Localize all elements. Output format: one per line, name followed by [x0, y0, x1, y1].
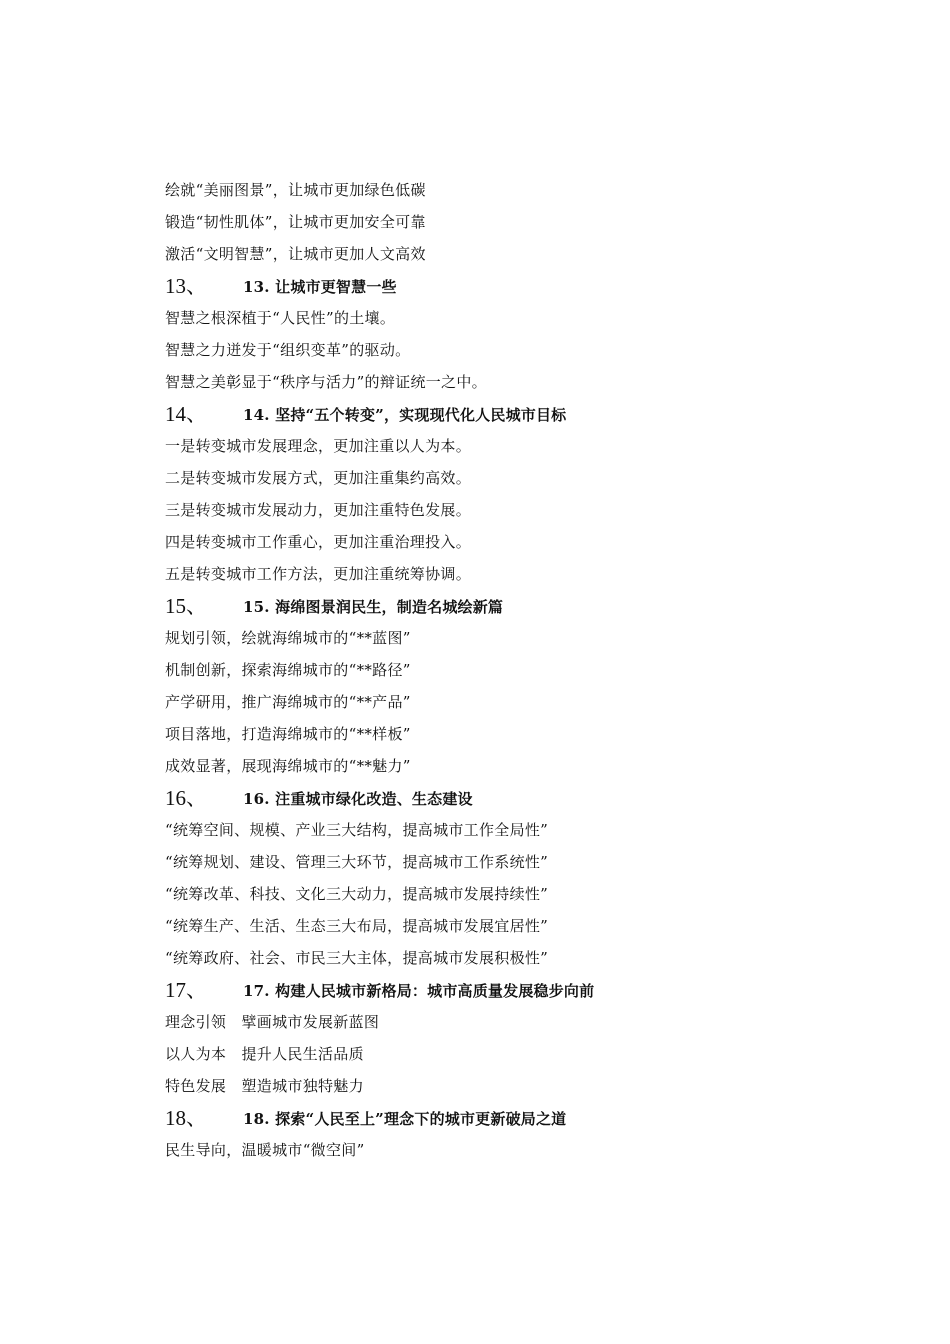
- section-heading: [165, 270, 885, 302]
- body-line: 绘就“美丽图景”，让城市更加绿色低碳: [165, 181, 426, 199]
- body-line: 一是转变城市发展理念，更加注重以人为本。: [165, 437, 472, 455]
- section-number: 18、: [165, 1106, 207, 1130]
- section-title: 16. 注重城市绿化改造、生态建设: [243, 790, 473, 808]
- section-title: 15. 海绵图景润民生，制造名城绘新篇: [243, 598, 504, 616]
- body-line: 二是转变城市发展方式，更加注重集约高效。: [165, 469, 472, 487]
- body-line: 三是转变城市发展动力，更加注重特色发展。: [165, 501, 472, 519]
- section-17: [165, 974, 885, 1102]
- section-heading: [165, 782, 885, 814]
- section-number: 17、: [165, 978, 207, 1002]
- body-line: 规划引领，绘就海绵城市的“**蓝图”: [165, 629, 411, 647]
- section-title: 18. 探索“人民至上”理念下的城市更新破局之道: [243, 1110, 567, 1128]
- body-line: 智慧之美彰显于“秩序与活力”的辩证统一之中。: [165, 373, 487, 391]
- section-15: [165, 590, 885, 782]
- section-title: 14. 坚持“五个转变”，实现现代化人民城市目标: [243, 406, 567, 424]
- section-13: [165, 270, 885, 398]
- body-line: 锻造“韧性肌体”，让城市更加安全可靠: [165, 213, 426, 231]
- body-line: 理念引领 擘画城市发展新蓝图: [165, 1013, 380, 1031]
- section-16: [165, 782, 885, 974]
- section-14: [165, 398, 885, 590]
- body-line: 四是转变城市工作重心，更加注重治理投入。: [165, 533, 472, 551]
- body-line: 智慧之力迸发于“组织变革”的驱动。: [165, 341, 411, 359]
- body-line: 以人为本 提升人民生活品质: [165, 1045, 364, 1063]
- body-line: 成效显著，展现海绵城市的“**魅力”: [165, 757, 411, 775]
- body-line: 特色发展 塑造城市独特魅力: [165, 1077, 364, 1095]
- section-number: 13、: [165, 274, 207, 298]
- section-number: 14、: [165, 402, 207, 426]
- section-number: 16、: [165, 786, 207, 810]
- body-line: 激活“文明智慧”，让城市更加人文高效: [165, 245, 426, 263]
- section-heading: [165, 1102, 885, 1134]
- body-line: “统筹空间、规模、产业三大结构，提高城市工作全局性”: [165, 821, 549, 839]
- body-line: “统筹政府、社会、市民三大主体，提高城市发展积极性”: [165, 949, 549, 967]
- section-heading: [165, 398, 885, 430]
- body-line: “统筹生产、生活、生态三大布局，提高城市发展宜居性”: [165, 917, 549, 935]
- body-line: 智慧之根深植于“人民性”的土壤。: [165, 309, 396, 327]
- body-line: “统筹规划、建设、管理三大环节，提高城市工作系统性”: [165, 853, 549, 871]
- section-heading: [165, 974, 885, 1006]
- body-line: 民生导向，温暖城市“微空间”: [165, 1141, 365, 1159]
- body-line: 产学研用，推广海绵城市的“**产品”: [165, 693, 411, 711]
- section-18: [165, 1102, 885, 1166]
- document-body: [165, 174, 885, 1166]
- body-line: 机制创新，探索海绵城市的“**路径”: [165, 661, 411, 679]
- section-title: 13. 让城市更智慧一些: [243, 278, 397, 296]
- section-title: 17. 构建人民城市新格局：城市高质量发展稳步向前: [243, 982, 595, 1000]
- section-number: 15、: [165, 594, 207, 618]
- body-line: “统筹改革、科技、文化三大动力，提高城市发展持续性”: [165, 885, 549, 903]
- section-intro: [165, 174, 885, 270]
- body-line: 项目落地，打造海绵城市的“**样板”: [165, 725, 411, 743]
- body-line: 五是转变城市工作方法，更加注重统筹协调。: [165, 565, 472, 583]
- section-heading: [165, 590, 885, 622]
